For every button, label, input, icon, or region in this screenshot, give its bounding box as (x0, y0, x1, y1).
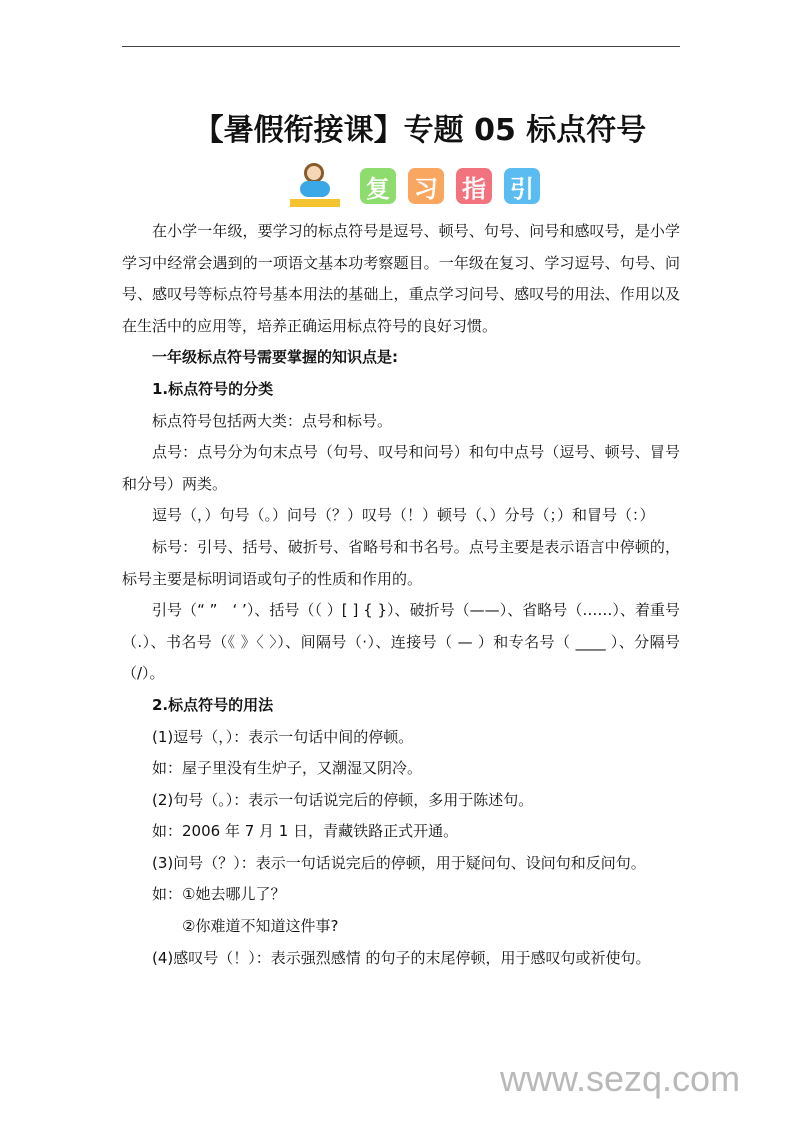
paragraph: 点号：点号分为句末点号（句号、叹号和问号）和句中点号（逗号、顿号、冒号和分号）两类。 (122, 443, 680, 493)
paragraph: 标号：引号、括号、破折号、省略号和书名号。点号主要是表示语言中停顿的，标号主要是标明词语或句子的性质和作用的。 (122, 537, 680, 588)
paragraph: 如：2006 年 7 月 1 日，青藏铁路正式开通。 (152, 822, 459, 841)
paragraph: 引号（“ ” ‘ ’）、括号（（ ）[ ] { }）、破折号（——）、省略号（……）、着重号（.）、书名号（《 》〈 〉）、间隔号（·）、连接号（ — ）和专名号（ ____ ）、分隔号（/）。 (122, 601, 680, 683)
review-guide-banner (290, 163, 540, 209)
paragraph: ②你难道不知道这件事? (182, 917, 339, 936)
paragraph: 逗号（，）句号（。）问号（？）叹号（！）顿号（、）分号（；）和冒号（：） (152, 506, 655, 525)
paragraph: 如：屋子里没有生炉子，又潮湿又阴冷。 (152, 759, 423, 778)
watermark: www.sezq.com (500, 1058, 741, 1099)
paragraph: 标点符号包括两大类：点号和标号。 (152, 411, 393, 430)
subsection-heading: 2.标点符号的用法 (152, 695, 274, 714)
banner-tile: 指 (456, 168, 492, 204)
banner-tile: 习 (408, 168, 444, 204)
banner-tile: 引 (504, 168, 540, 204)
student-illustration-icon (290, 163, 342, 209)
intro-paragraph: 在小学一年级，要学习的标点符号是逗号、顿号、句号、问号和感叹号，是小学学习中经常会遇到的一项语文基本功考察题目。一年级在复习、学习逗号、句号、问号、感叹号等标点符号基本用法的基础上，重点学习问号、感叹号的用法、作用以及在生活中的应用等，培养正确运用标点符号的良好习惯。 (122, 222, 680, 335)
banner-tile: 复 (360, 168, 396, 204)
page-title: 【暑假衔接课】专题 05 标点符号 (193, 113, 647, 148)
paragraph: 如：①她去哪儿了？ (152, 885, 286, 904)
header-rule (122, 46, 680, 47)
subsection-heading: 1.标点符号的分类 (152, 379, 274, 398)
document-body (122, 216, 680, 974)
paragraph: (3)问号（？）：表示一句话说完后的停顿，用于疑问句、设问句和反问句。 (152, 853, 646, 872)
paragraph: (2)句号（。）：表示一句话说完后的停顿，多用于陈述句。 (152, 790, 534, 809)
paragraph: (4)感叹号（！）：表示强烈感情 的句子的末尾停顿，用于感叹句或祈使句。 (152, 948, 651, 967)
section-heading: 一年级标点符号需要掌握的知识点是: (152, 348, 399, 367)
paragraph: (1)逗号（，）：表示一句话中间的停顿。 (152, 727, 414, 746)
